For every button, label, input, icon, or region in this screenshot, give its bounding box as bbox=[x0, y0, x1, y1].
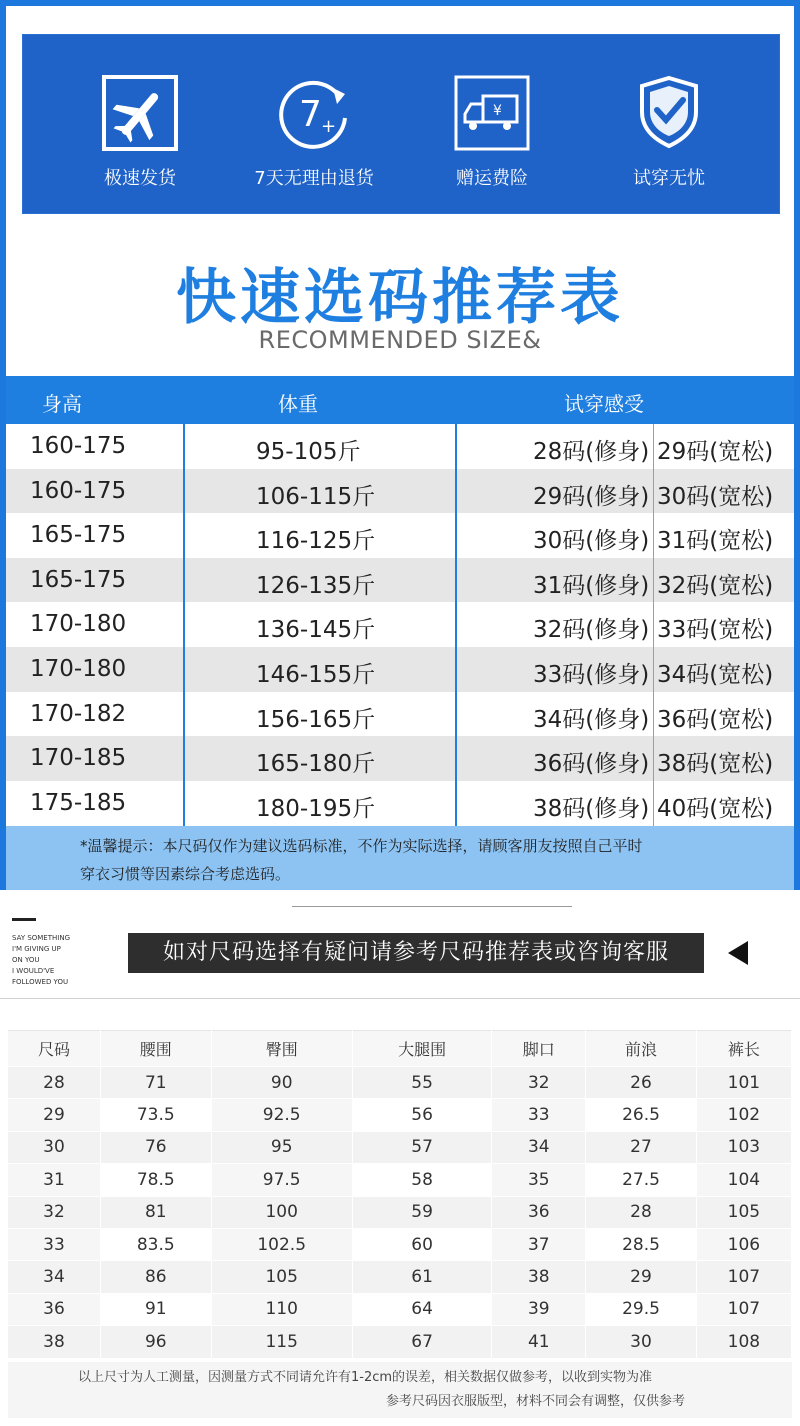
table-cell: 37 bbox=[492, 1228, 586, 1260]
column-divider bbox=[183, 424, 185, 826]
table-cell: 30 bbox=[586, 1326, 697, 1358]
table-cell: 64 bbox=[352, 1293, 491, 1325]
table-cell: 105 bbox=[211, 1261, 352, 1293]
table-cell: 26.5 bbox=[586, 1099, 697, 1131]
table-cell: 29 bbox=[8, 1099, 101, 1131]
column-divider bbox=[455, 424, 457, 826]
footnote-line: 以上尺寸为人工测量，因测量方式不同请允许有1-2cm的误差，相关数据仅做参考，以收到实物为准 bbox=[78, 1370, 653, 1385]
weight-cell: 126-135斤 bbox=[256, 572, 376, 599]
table-cell: 83.5 bbox=[101, 1228, 212, 1260]
table-row bbox=[6, 424, 794, 469]
loose-size-cell: 34码(宽松) bbox=[657, 661, 774, 688]
notice-line: *温馨提示：本尺码仅作为建议选码标准，不作为实际选择，请顾客朋友按照自己平时 bbox=[80, 837, 643, 855]
table-cell: 86 bbox=[101, 1261, 212, 1293]
table-cell: 102.5 bbox=[211, 1228, 352, 1260]
height-cell: 175-185 bbox=[30, 789, 127, 816]
slogan-line: FOLLOWED YOU bbox=[12, 978, 69, 986]
header-cell: 臀围 bbox=[211, 1031, 352, 1067]
table-cell: 91 bbox=[101, 1293, 212, 1325]
table-cell: 81 bbox=[101, 1196, 212, 1228]
size-notice bbox=[6, 826, 794, 890]
slogan-line: I'M GIVING UP bbox=[12, 945, 61, 953]
table-cell: 67 bbox=[352, 1326, 491, 1358]
table-cell: 32 bbox=[8, 1196, 101, 1228]
loose-size-cell: 38码(宽松) bbox=[657, 751, 774, 778]
table-cell: 56 bbox=[352, 1099, 491, 1131]
table-row bbox=[6, 736, 794, 781]
table-row bbox=[6, 558, 794, 603]
table-row bbox=[8, 1228, 792, 1260]
loose-size-cell: 40码(宽松) bbox=[657, 795, 774, 822]
table-row bbox=[8, 1164, 792, 1196]
table-cell: 32 bbox=[492, 1067, 586, 1099]
table-row bbox=[8, 1131, 792, 1163]
slim-size-cell: 33码(修身) bbox=[533, 661, 650, 688]
column-divider bbox=[653, 424, 654, 826]
feature-shipping-insurance bbox=[412, 74, 572, 190]
slim-size-cell: 29码(修身) bbox=[533, 483, 650, 510]
shield-check-icon bbox=[630, 74, 708, 152]
height-cell: 160-175 bbox=[30, 433, 127, 459]
table-cell: 102 bbox=[696, 1099, 791, 1131]
table-cell: 57 bbox=[352, 1131, 491, 1163]
recommend-table-header bbox=[6, 376, 794, 424]
table-cell: 27.5 bbox=[586, 1164, 697, 1196]
table-cell: 34 bbox=[8, 1261, 101, 1293]
table-header-row bbox=[8, 1031, 792, 1067]
header-cell: 裤长 bbox=[696, 1031, 791, 1067]
header-fit: 试穿感受 bbox=[564, 392, 644, 416]
weight-cell: 95-105斤 bbox=[256, 439, 361, 465]
loose-size-cell: 30码(宽松) bbox=[657, 483, 774, 510]
plus-icon: + bbox=[321, 116, 337, 137]
weight-cell: 116-125斤 bbox=[256, 528, 376, 555]
table-cell: 59 bbox=[352, 1196, 491, 1228]
table-cell: 35 bbox=[492, 1164, 586, 1196]
header-cell: 脚口 bbox=[492, 1031, 586, 1067]
table-row bbox=[6, 513, 794, 558]
table-row bbox=[8, 1099, 792, 1131]
feature-label: 极速发货 bbox=[104, 168, 176, 189]
feature-label: 试穿无忧 bbox=[633, 168, 705, 189]
table-cell: 95 bbox=[211, 1131, 352, 1163]
page-subtitle: RECOMMENDED SIZE& bbox=[258, 326, 542, 354]
table-cell: 33 bbox=[8, 1228, 101, 1260]
table-cell: 34 bbox=[492, 1131, 586, 1163]
table-row bbox=[8, 1326, 792, 1358]
feature-label: 赠运费险 bbox=[456, 168, 528, 189]
table-cell: 61 bbox=[352, 1261, 491, 1293]
table-cell: 71 bbox=[101, 1067, 212, 1099]
table-cell: 103 bbox=[696, 1131, 791, 1163]
height-cell: 170-180 bbox=[30, 611, 127, 638]
slogan-line: ON YOU bbox=[12, 956, 40, 964]
footnote-line: 参考尺码因衣服版型，材料不同会有调整，仅供参考 bbox=[386, 1394, 686, 1409]
slim-size-cell: 36码(修身) bbox=[533, 751, 650, 778]
arrow-left-icon bbox=[728, 941, 748, 965]
yen-icon: ¥ bbox=[493, 103, 502, 119]
height-cell: 170-180 bbox=[30, 655, 127, 682]
header-cell: 前浪 bbox=[586, 1031, 697, 1067]
height-cell: 170-185 bbox=[30, 745, 127, 772]
table-cell: 100 bbox=[211, 1196, 352, 1228]
weight-cell: 136-145斤 bbox=[256, 617, 376, 644]
table-cell: 96 bbox=[101, 1326, 212, 1358]
recommend-table bbox=[6, 424, 794, 826]
height-cell: 160-175 bbox=[30, 477, 127, 504]
measurement-footnote bbox=[8, 1362, 792, 1418]
divider bbox=[292, 906, 572, 907]
slogan-block bbox=[12, 918, 70, 988]
slim-size-cell: 38码(修身) bbox=[533, 795, 650, 822]
table-cell: 28 bbox=[586, 1196, 697, 1228]
table-cell: 38 bbox=[492, 1261, 586, 1293]
table-cell: 105 bbox=[696, 1196, 791, 1228]
table-cell: 101 bbox=[696, 1067, 791, 1099]
service-banner bbox=[22, 34, 780, 214]
divider bbox=[0, 998, 800, 999]
table-cell: 107 bbox=[696, 1293, 791, 1325]
table-cell: 29.5 bbox=[586, 1293, 697, 1325]
header-weight: 体重 bbox=[278, 392, 318, 416]
table-cell: 104 bbox=[696, 1164, 791, 1196]
table-cell: 55 bbox=[352, 1067, 491, 1099]
table-cell: 33 bbox=[492, 1099, 586, 1131]
table-row bbox=[6, 469, 794, 514]
page-title: 快速选码推荐表 bbox=[176, 263, 624, 333]
table-row bbox=[6, 692, 794, 737]
header-cell: 大腿围 bbox=[352, 1031, 491, 1067]
height-cell: 170-182 bbox=[30, 700, 127, 727]
table-cell: 108 bbox=[696, 1326, 791, 1358]
slim-size-cell: 31码(修身) bbox=[533, 572, 650, 599]
slim-size-cell: 32码(修身) bbox=[533, 617, 650, 644]
table-cell: 106 bbox=[696, 1228, 791, 1260]
table-cell: 58 bbox=[352, 1164, 491, 1196]
table-cell: 115 bbox=[211, 1326, 352, 1358]
table-cell: 73.5 bbox=[101, 1099, 212, 1131]
table-cell: 92.5 bbox=[211, 1099, 352, 1131]
height-cell: 165-175 bbox=[30, 522, 127, 549]
table-cell: 110 bbox=[211, 1293, 352, 1325]
notice-line: 穿衣习惯等因素综合考虑选码。 bbox=[80, 865, 291, 883]
table-row bbox=[6, 602, 794, 647]
table-row bbox=[6, 647, 794, 692]
weight-cell: 165-180斤 bbox=[256, 751, 376, 778]
table-row bbox=[8, 1293, 792, 1325]
loose-size-cell: 29码(宽松) bbox=[657, 439, 774, 465]
feature-label: 7天无理由退货 bbox=[254, 168, 374, 189]
table-row bbox=[6, 781, 794, 826]
table-cell: 28.5 bbox=[586, 1228, 697, 1260]
slim-size-cell: 28码(修身) bbox=[533, 439, 650, 465]
weight-cell: 106-115斤 bbox=[256, 483, 376, 510]
loose-size-cell: 36码(宽松) bbox=[657, 706, 774, 733]
weight-cell: 180-195斤 bbox=[256, 795, 376, 822]
header-height: 身高 bbox=[42, 392, 82, 416]
loose-size-cell: 32码(宽松) bbox=[657, 572, 774, 599]
table-cell: 78.5 bbox=[101, 1164, 212, 1196]
table-cell: 26 bbox=[586, 1067, 697, 1099]
header-cell: 尺码 bbox=[8, 1031, 101, 1067]
table-cell: 39 bbox=[492, 1293, 586, 1325]
table-cell: 30 bbox=[8, 1131, 101, 1163]
delivery-truck-icon bbox=[453, 74, 531, 152]
table-row bbox=[8, 1196, 792, 1228]
table-row bbox=[8, 1261, 792, 1293]
loose-size-cell: 31码(宽松) bbox=[657, 528, 774, 555]
slim-size-cell: 34码(修身) bbox=[533, 706, 650, 733]
table-cell: 36 bbox=[8, 1293, 101, 1325]
seven-text: 7 bbox=[299, 94, 322, 135]
table-cell: 41 bbox=[492, 1326, 586, 1358]
airplane-icon bbox=[101, 74, 179, 152]
table-cell: 60 bbox=[352, 1228, 491, 1260]
table-cell: 29 bbox=[586, 1261, 697, 1293]
table-row bbox=[8, 1067, 792, 1099]
slim-size-cell: 30码(修身) bbox=[533, 528, 650, 555]
table-cell: 38 bbox=[8, 1326, 101, 1358]
height-cell: 165-175 bbox=[30, 566, 127, 593]
feature-fast-shipping bbox=[60, 74, 220, 190]
feature-seven-day-return bbox=[234, 74, 394, 190]
table-cell: 76 bbox=[101, 1131, 212, 1163]
feature-worry-free bbox=[589, 74, 749, 190]
slogan-line: I WOULD'VE bbox=[12, 967, 55, 975]
seven-day-return-icon bbox=[275, 74, 353, 152]
consult-banner: 如对尺码选择有疑问请参考尺码推荐表或咨询客服 bbox=[128, 933, 704, 973]
loose-size-cell: 33码(宽松) bbox=[657, 617, 774, 644]
table-cell: 97.5 bbox=[211, 1164, 352, 1196]
size-spec-table bbox=[8, 1030, 792, 1359]
weight-cell: 146-155斤 bbox=[256, 661, 376, 688]
table-cell: 31 bbox=[8, 1164, 101, 1196]
slogan-bar bbox=[12, 918, 36, 921]
table-cell: 28 bbox=[8, 1067, 101, 1099]
table-cell: 36 bbox=[492, 1196, 586, 1228]
weight-cell: 156-165斤 bbox=[256, 706, 376, 733]
table-cell: 27 bbox=[586, 1131, 697, 1163]
slogan-line: SAY SOMETHING bbox=[12, 934, 70, 942]
table-cell: 90 bbox=[211, 1067, 352, 1099]
table-cell: 107 bbox=[696, 1261, 791, 1293]
header-cell: 腰围 bbox=[101, 1031, 212, 1067]
